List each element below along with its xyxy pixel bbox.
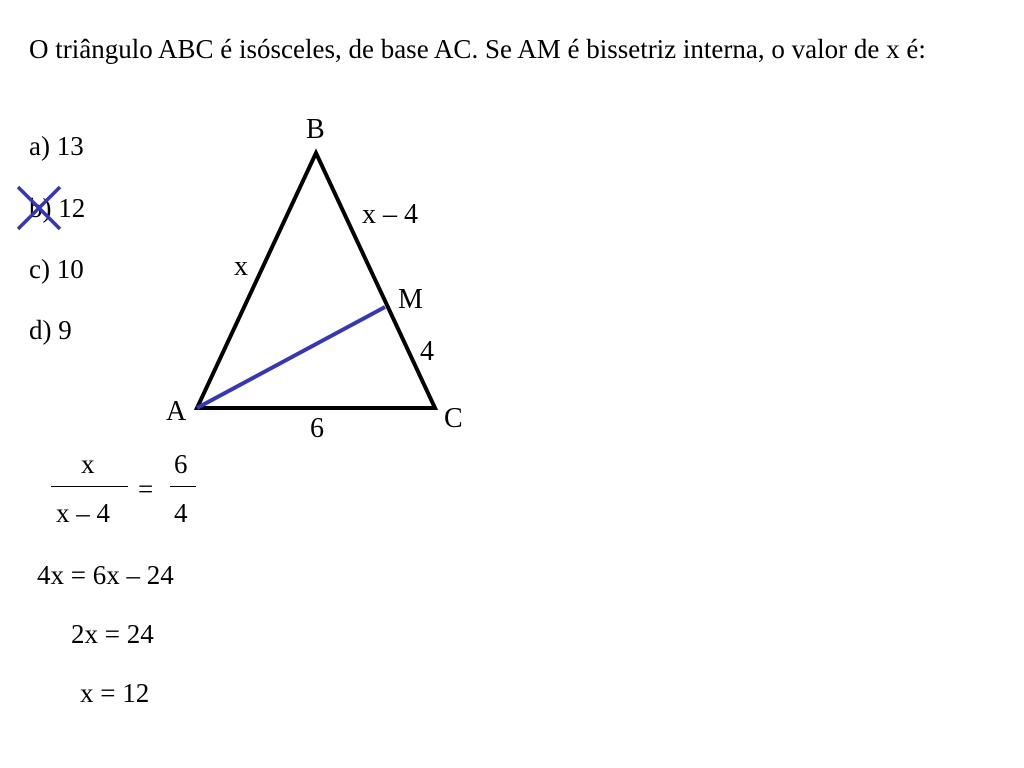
side-label-ab: x [234,251,248,282]
solution-step-1: 4x = 6x – 24 [37,560,174,590]
option-a: a) 13 [29,131,84,161]
option-b: b) 12 [29,193,86,223]
fraction-right-numerator: 6 [174,449,188,479]
fraction-left-denominator: x – 4 [56,498,110,528]
answer-x-mark [18,187,60,229]
solution-step-3: x = 12 [80,678,150,708]
fraction-left-numerator: x [81,449,95,479]
vertex-label-m: M [398,284,423,315]
fraction-right-bar [170,486,196,487]
side-label-mc: 4 [420,336,434,367]
fraction-right-denominator: 4 [174,498,188,528]
fraction-left-bar [51,486,128,487]
side-label-ac: 6 [310,413,324,444]
equals-sign: = [138,474,154,504]
vertex-label-b: B [306,114,325,145]
option-d: d) 9 [29,315,72,345]
question-text: O triângulo ABC é isósceles, de base AC. Se AM é bissetriz interna, o valor de x é: [29,34,926,64]
triangle-abc [197,153,435,408]
vertex-label-a: A [166,396,187,427]
side-label-bm: x – 4 [362,199,418,230]
bisector-am [197,307,385,408]
option-c: c) 10 [29,254,84,284]
vertex-label-c: C [444,403,463,434]
solution-step-2: 2x = 24 [71,619,154,649]
